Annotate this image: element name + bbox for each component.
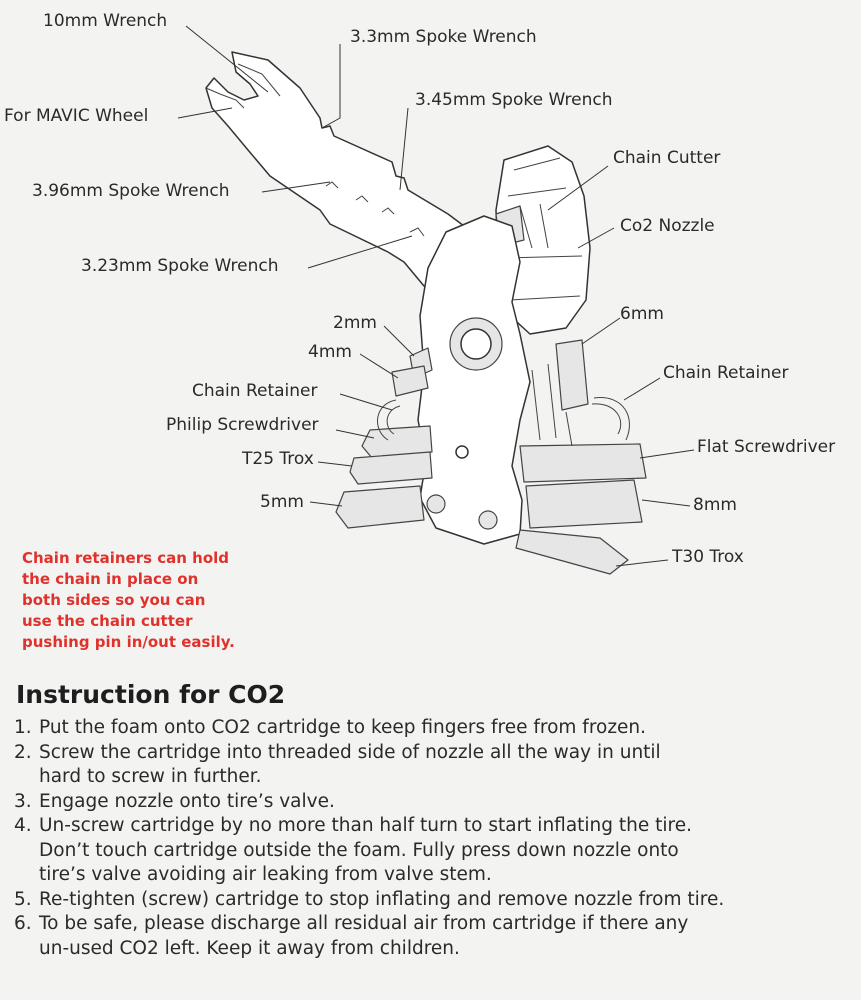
label-co2-nozzle: Co2 Nozzle xyxy=(620,216,715,236)
note-line: use the chain cutter xyxy=(22,612,193,630)
label-flat-screwdriver: Flat Screwdriver xyxy=(697,437,836,457)
instruction-step xyxy=(14,741,854,790)
step-text-line: un-used CO2 left. Keep it away from children. xyxy=(39,937,460,959)
instruction-step xyxy=(14,814,854,888)
body-rivet-drawing xyxy=(479,511,497,529)
retainer-right-drawing xyxy=(592,398,629,440)
label-chain-cutter: Chain Cutter xyxy=(613,148,721,168)
bit-t25-drawing xyxy=(350,452,432,484)
step-number: 3. xyxy=(14,790,32,812)
step-text-line: Don’t touch cartridge outside the foam. Fully press down nozzle onto xyxy=(39,839,679,861)
leader-t25 xyxy=(318,462,352,466)
bit-5mm-drawing xyxy=(336,486,424,528)
leader-5mm xyxy=(310,502,342,506)
leader-retainer-left xyxy=(340,394,392,410)
label-33-spoke-wrench: 3.3mm Spoke Wrench xyxy=(350,27,537,47)
leader-flat xyxy=(640,450,694,458)
step-text xyxy=(39,912,688,961)
label-2mm: 2mm xyxy=(333,313,377,333)
note-line: both sides so you can xyxy=(22,591,206,609)
step-text-line: hard to screw in further. xyxy=(39,766,262,787)
step-text xyxy=(39,790,335,815)
step-text-line: tire’s valve avoiding air leaking from valve stem. xyxy=(39,864,492,885)
label-t25-trox: T25 Trox xyxy=(242,449,314,469)
label-345-spoke-wrench: 3.45mm Spoke Wrench xyxy=(415,90,613,110)
body-rivet-drawing xyxy=(427,495,445,513)
step-text-line: Un-screw cartridge by no more than half turn to start inflating the tire. xyxy=(39,815,693,836)
step-number: 2. xyxy=(14,741,32,763)
label-philip-screwdriver: Philip Screwdriver xyxy=(166,415,319,435)
leader-6mm xyxy=(582,318,620,344)
step-text xyxy=(39,888,724,913)
body-hole-inner-drawing xyxy=(461,329,491,359)
label-t30-trox: T30 Trox xyxy=(672,547,744,567)
step-text-line: To be safe, please discharge all residual air from cartridge if there any xyxy=(39,913,689,934)
step-number: 1. xyxy=(14,717,32,738)
label-chain-retainer-right: Chain Retainer xyxy=(663,363,789,383)
label-8mm: 8mm xyxy=(693,495,737,515)
step-text-line: Engage nozzle onto tire’s valve. xyxy=(39,790,335,812)
instruction-step xyxy=(14,912,854,961)
label-mavic-wheel: For MAVIC Wheel xyxy=(4,106,149,126)
note-line: the chain in place on xyxy=(22,570,199,588)
leader-33 xyxy=(322,44,340,128)
instruction-step xyxy=(14,790,854,815)
instruction-step xyxy=(14,888,854,913)
step-text xyxy=(39,741,661,790)
step-number: 6. xyxy=(14,913,32,934)
label-4mm: 4mm xyxy=(308,342,352,362)
leader-2mm xyxy=(384,326,414,356)
leader-8mm xyxy=(642,500,690,506)
chain-retainer-note xyxy=(22,548,262,653)
note-line: pushing pin in/out easily. xyxy=(22,633,235,651)
bit-t30-drawing xyxy=(516,530,628,574)
label-323-spoke-wrench: 3.23mm Spoke Wrench xyxy=(81,256,279,276)
label-10mm-wrench: 10mm Wrench xyxy=(43,11,168,31)
body-small-hole-drawing xyxy=(456,446,468,458)
note-line: Chain retainers can hold xyxy=(22,549,230,567)
step-text xyxy=(39,814,692,888)
bit-6mm-drawing xyxy=(556,340,588,410)
leader-retainer-right xyxy=(624,378,660,400)
instruction-title: Instruction for CO2 xyxy=(16,680,286,709)
leader-4mm xyxy=(360,354,398,378)
step-text-line: Screw the cartridge into threaded side of nozzle all the way in until xyxy=(39,741,661,763)
step-text xyxy=(39,716,646,741)
instruction-step xyxy=(14,716,854,741)
instruction-steps xyxy=(14,716,854,961)
label-chain-retainer-left: Chain Retainer xyxy=(192,381,318,401)
label-6mm: 6mm xyxy=(620,304,664,324)
step-text-line: Put the foam onto CO2 cartridge to keep fingers free from frozen. xyxy=(39,717,647,738)
label-396-spoke-wrench: 3.96mm Spoke Wrench xyxy=(32,181,230,201)
step-number: 4. xyxy=(14,815,32,836)
label-5mm: 5mm xyxy=(260,492,304,512)
bit-flat-drawing xyxy=(520,444,646,482)
step-number: 5. xyxy=(14,888,32,910)
bit-8mm-drawing xyxy=(526,480,642,528)
step-text-line: Re-tighten (screw) cartridge to stop inflating and remove nozzle from tire. xyxy=(39,888,725,910)
